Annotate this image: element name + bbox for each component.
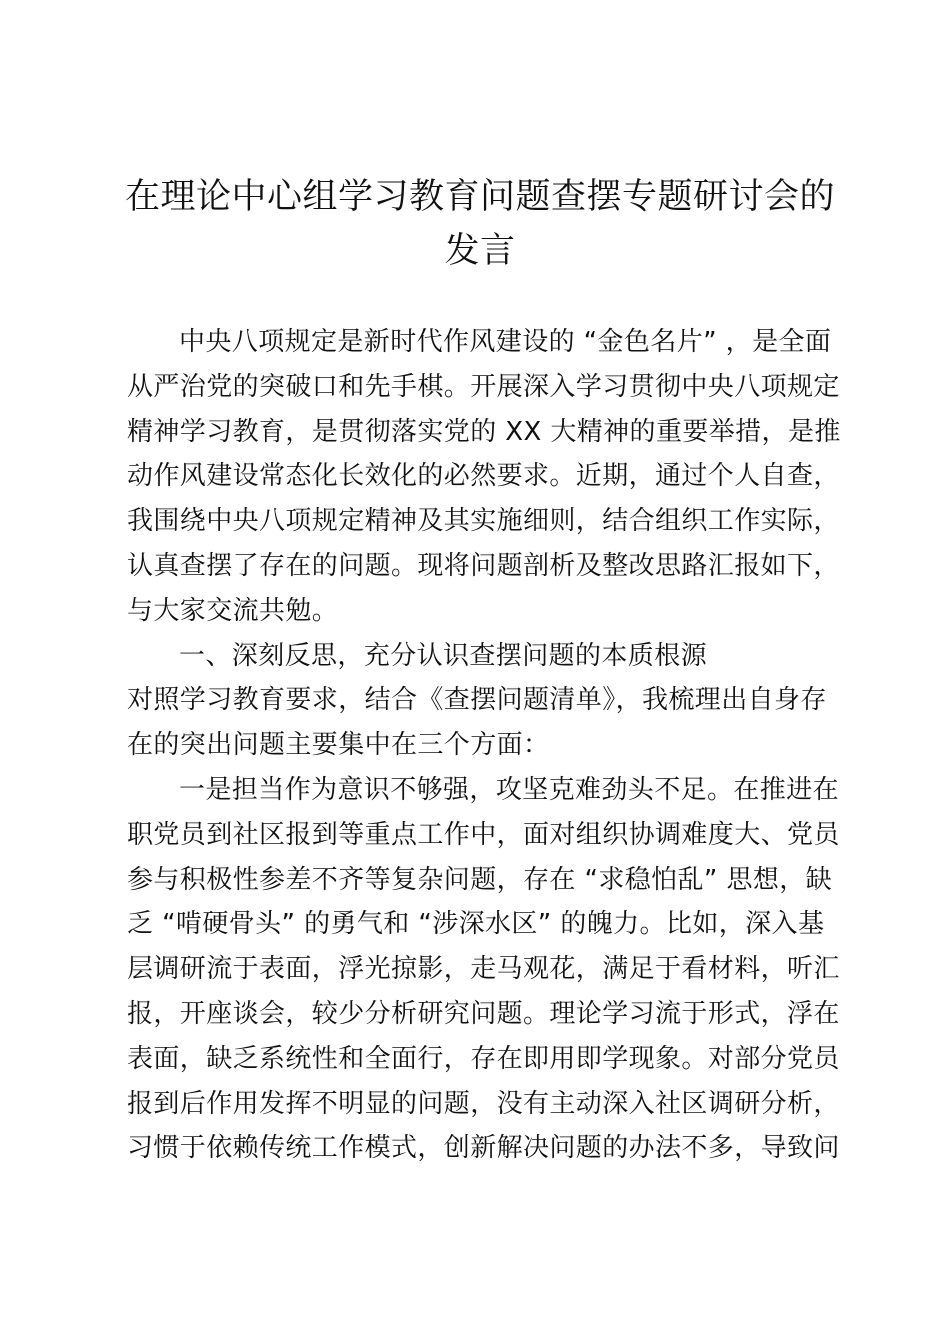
paragraph-line: 乏 “啃硬骨头” 的勇气和 “涉深水区” 的魄力。比如，深入基 <box>127 909 825 940</box>
title-line-1: 在理论中心组学习教育问题查摆专题研讨会的 <box>124 177 835 217</box>
paragraph-line: 报，开座谈会，较少分析研究问题。理论学习流于形式，浮在 <box>127 998 840 1029</box>
document-title <box>110 170 850 278</box>
paragraph-line: 动作风建设常态化长效化的必然要求。近期，通过个人自查， <box>127 461 840 492</box>
paragraph-line: 与大家交流共勉。 <box>127 595 339 626</box>
paragraph-line: 习惯于依赖传统工作模式，创新解决问题的办法不多，导致问 <box>127 1133 840 1164</box>
paragraph-line: 从严治党的突破口和先手棋。开展深入学习贯彻中央八项规定 <box>127 371 840 402</box>
paragraph-line: 中央八项规定是新时代作风建设的 “金色名片” ，是全面 <box>179 327 832 357</box>
paragraph-line: 参与积极性参差不齐等复杂问题，存在 “求稳怕乱” 思想，缺 <box>127 864 833 895</box>
paragraph-line: 报到后作用发挥不明显的问题，没有主动深入社区调研分析， <box>127 1088 840 1119</box>
paragraph-line: 认真查摆了存在的问题。现将问题剖析及整改思路汇报如下， <box>127 550 840 581</box>
paragraph-line: 一是担当作为意识不够强，攻坚克难劲头不足。在推进在 <box>179 774 840 805</box>
section-heading: 一、深刻反思，充分认识查摆问题的本质根源 <box>179 640 708 671</box>
paragraph-line: 职党员到社区报到等重点工作中，面对组织协调难度大、党员 <box>127 819 840 850</box>
document-body <box>127 320 841 1171</box>
title-line-2: 发言 <box>444 231 516 271</box>
paragraph-line: 对照学习教育要求，结合《查摆问题清单》，我梳理出自身存 <box>127 685 827 716</box>
paragraph-line: 精神学习教育，是贯彻落实党的 XX 大精神的重要举措，是推 <box>127 416 841 447</box>
paragraph-line: 在的突出问题主要集中在三个方面： <box>127 730 550 761</box>
paragraph-line: 表面，缺乏系统性和全面行，存在即用即学现象。对部分党员 <box>127 1043 840 1074</box>
paragraph-line: 我围绕中央八项规定精神及其实施细则，结合组织工作实际， <box>127 506 840 537</box>
paragraph-line: 层调研流于表面，浮光掠影，走马观花，满足于看材料，听汇 <box>127 954 840 985</box>
